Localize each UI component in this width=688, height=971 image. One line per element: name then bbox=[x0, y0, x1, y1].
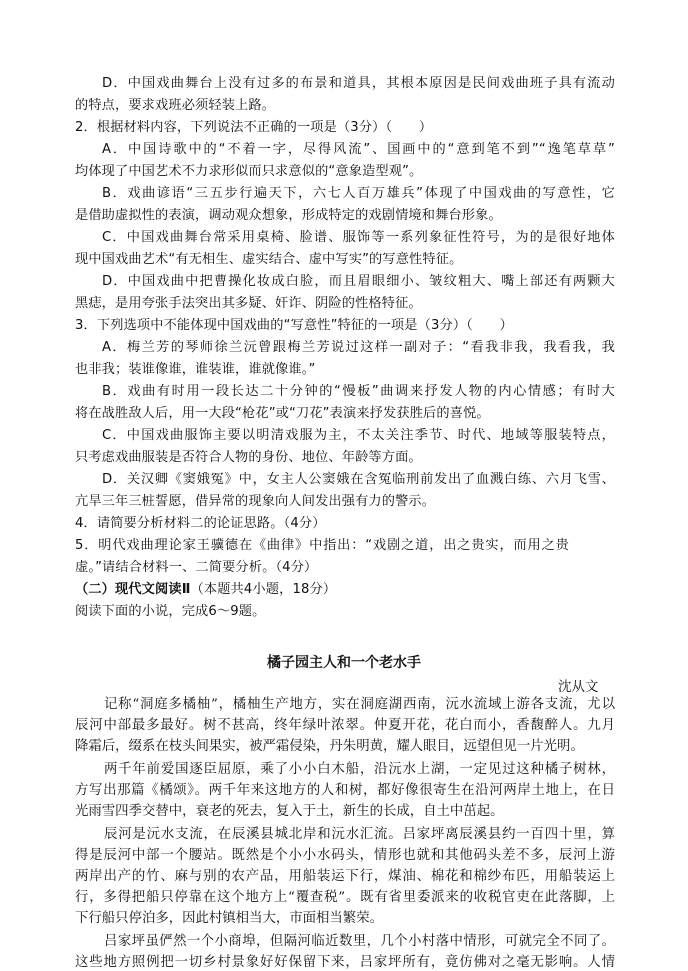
question-3-option-d-line-2: 亢旱三年三桩誓愿，借异常的现象向人间发出强有力的警示。 bbox=[75, 494, 436, 509]
question-1-option-d-line-2: 的特点，要求戏班必须轻装上路。 bbox=[75, 98, 276, 113]
section-heading bbox=[75, 579, 615, 601]
question-3-option-a-line-2: 也非我；装谁像谁，谁装谁，谁就像谁。” bbox=[75, 362, 316, 377]
story-line: 记称“洞庭多橘柚”，橘柚生产地方，实在洞庭湖西南，沅水流域上游各支流，尤以 bbox=[104, 697, 615, 712]
question-2-option-d-line-1: D．中国戏曲中把曹操化妆成白脸，而且眉眼细小、皱纹粗大、嘴上部还有两颗大 bbox=[102, 274, 615, 289]
question-2-option-a-line-1: A．中国诗歌中的“不着一字，尽得风流”、国画中的“意到笔不到”“逸笔草草” bbox=[102, 142, 615, 157]
story-line: 降霜后，缀系在枝头间果实，被严霜侵染，丹朱明黄，耀人眼目，远望但见一片光明。 bbox=[75, 739, 584, 754]
question-3-option-d-line-1: D．关汉卿《窦娥冤》中，女主人公窦娥在含冤临刑前发出了血溅白练、六月飞雪、 bbox=[102, 472, 615, 487]
question-2-stem: 2．根据材料内容，下列说法不正确的一项是（3分）（ ） bbox=[75, 120, 433, 135]
question-3-option-b-line-1: B．戏曲有时用一段长达二十分钟的“慢板”曲调来抒发人物的内心情感；有时大 bbox=[102, 384, 615, 399]
story-line: 方写出那篇《橘颂》。两千年来这地方的人和树，都好像很寄生在沿河两岸土地上，在日 bbox=[75, 783, 615, 798]
story-line: 下行船只停泊多，因此村镇相当大，市面相当繁荣。 bbox=[75, 911, 383, 926]
section-heading-note: （本题共4小题，18分） bbox=[190, 582, 337, 597]
question-2-option-b-line-2: 是借助虚拟性的表演，调动观众想象，形成特定的戏剧情境和舞台形象。 bbox=[75, 208, 502, 223]
question-2-option-d-line-2: 黑痣，是用夸张手法突出其多疑、奸诈、阴险的性格特征。 bbox=[75, 296, 422, 311]
story-line: 这些地方照例把一切乡村景象好好保留下来，吕家坪所有，竟仿佛对之毫无影响。人情 bbox=[75, 955, 615, 970]
question-1-option-d-line-1: D．中国戏曲舞台上没有过多的布景和道具，其根本原因是民间戏曲班子具有流动 bbox=[102, 76, 615, 91]
story-line: 辰河中部最多最好。树不甚高，终年绿叶浓翠。仲夏开花，花白而小，香馥醉人。九月 bbox=[75, 718, 615, 733]
story-line: 得是辰河中部一个腰站。既然是个小小水码头，情形也就和其他码头差不多，辰河上游 bbox=[75, 848, 615, 863]
question-5-line-2: 虚。”请结合材料一、二简要分析。（4分） bbox=[75, 560, 318, 575]
story-line: 两岸出产的竹、麻与别的农产品，用船装运下行，煤油、棉花和棉纱布匹，用船装运上 bbox=[75, 869, 615, 884]
question-2-option-c-line-2: 现中国戏曲艺术“有无相生、虚实结合、虚中写实”的写意性特征。 bbox=[75, 252, 463, 267]
story-line: 两千年前爱国逐臣屈原，乘了小小白木船，沿沅水上湖，一定见过这种橘子树林， bbox=[104, 762, 615, 777]
story-line: 吕家坪虽俨然一个小商埠，但隔河临近数里，几个小村落中情形，可就完全不同了。 bbox=[104, 934, 615, 949]
story-line: 光雨雪四季交替中，衰老的死去，复入于土，新生的长成，自土中茁起。 bbox=[75, 804, 504, 819]
question-2-option-b-line-1: B．戏曲谚语“三五步行遍天下，六七人百万雄兵”体现了中国戏曲的写意性，它 bbox=[102, 186, 615, 201]
question-3-option-c-line-2: 只考虑戏曲服装是否符合人物的身份、地位、年龄等方面。 bbox=[75, 450, 422, 465]
question-2-option-a-line-2: 均体现了中国艺术不力求形似而只求意似的“意象造型观”。 bbox=[75, 164, 423, 179]
question-4: 4．请简要分析材料二的论证思路。（4分） bbox=[75, 516, 326, 531]
story-line: 行，多得把船只停靠在这个地方上“覆查税”。既有省里委派来的收税官吏在此落脚，上 bbox=[75, 890, 615, 905]
section-instruction: 阅读下面的小说，完成6～9题。 bbox=[75, 604, 266, 619]
story-line: 辰河是沅水支流，在辰溪县城北岸和沅水汇流。吕家坪离辰溪县约一百四十里，算 bbox=[104, 827, 615, 842]
question-3-option-c-line-1: C．中国戏曲服饰主要以明清戏服为主，不太关注季节、时代、地域等服装特点， bbox=[102, 428, 615, 443]
section-heading-label: （二）现代文阅读Ⅱ bbox=[75, 582, 191, 597]
question-3-option-b-line-2: 将在战胜敌人后，用一大段“枪花”或“刀花”表演来抒发获胜后的喜悦。 bbox=[75, 406, 490, 421]
question-2-option-c-line-1: C．中国戏曲舞台常采用桌椅、脸谱、服饰等一系列象征性符号，为的是很好地体 bbox=[102, 230, 615, 245]
story-title: 橘子园主人和一个老水手 bbox=[267, 655, 421, 671]
story-author: 沈从文 bbox=[558, 679, 599, 695]
question-3-stem: 3．下列选项中不能体现中国戏曲的“写意性”特征的一项是（3分）（ ） bbox=[75, 318, 513, 333]
question-5-line-1: 5．明代戏曲理论家王骥德在《曲律》中指出：“戏剧之道，出之贵实，而用之贵 bbox=[75, 538, 569, 553]
question-3-option-a-line-1: A．梅兰芳的琴师徐兰沅曾跟梅兰芳说过这样一副对子：“看我非我，我看我，我 bbox=[102, 340, 615, 355]
